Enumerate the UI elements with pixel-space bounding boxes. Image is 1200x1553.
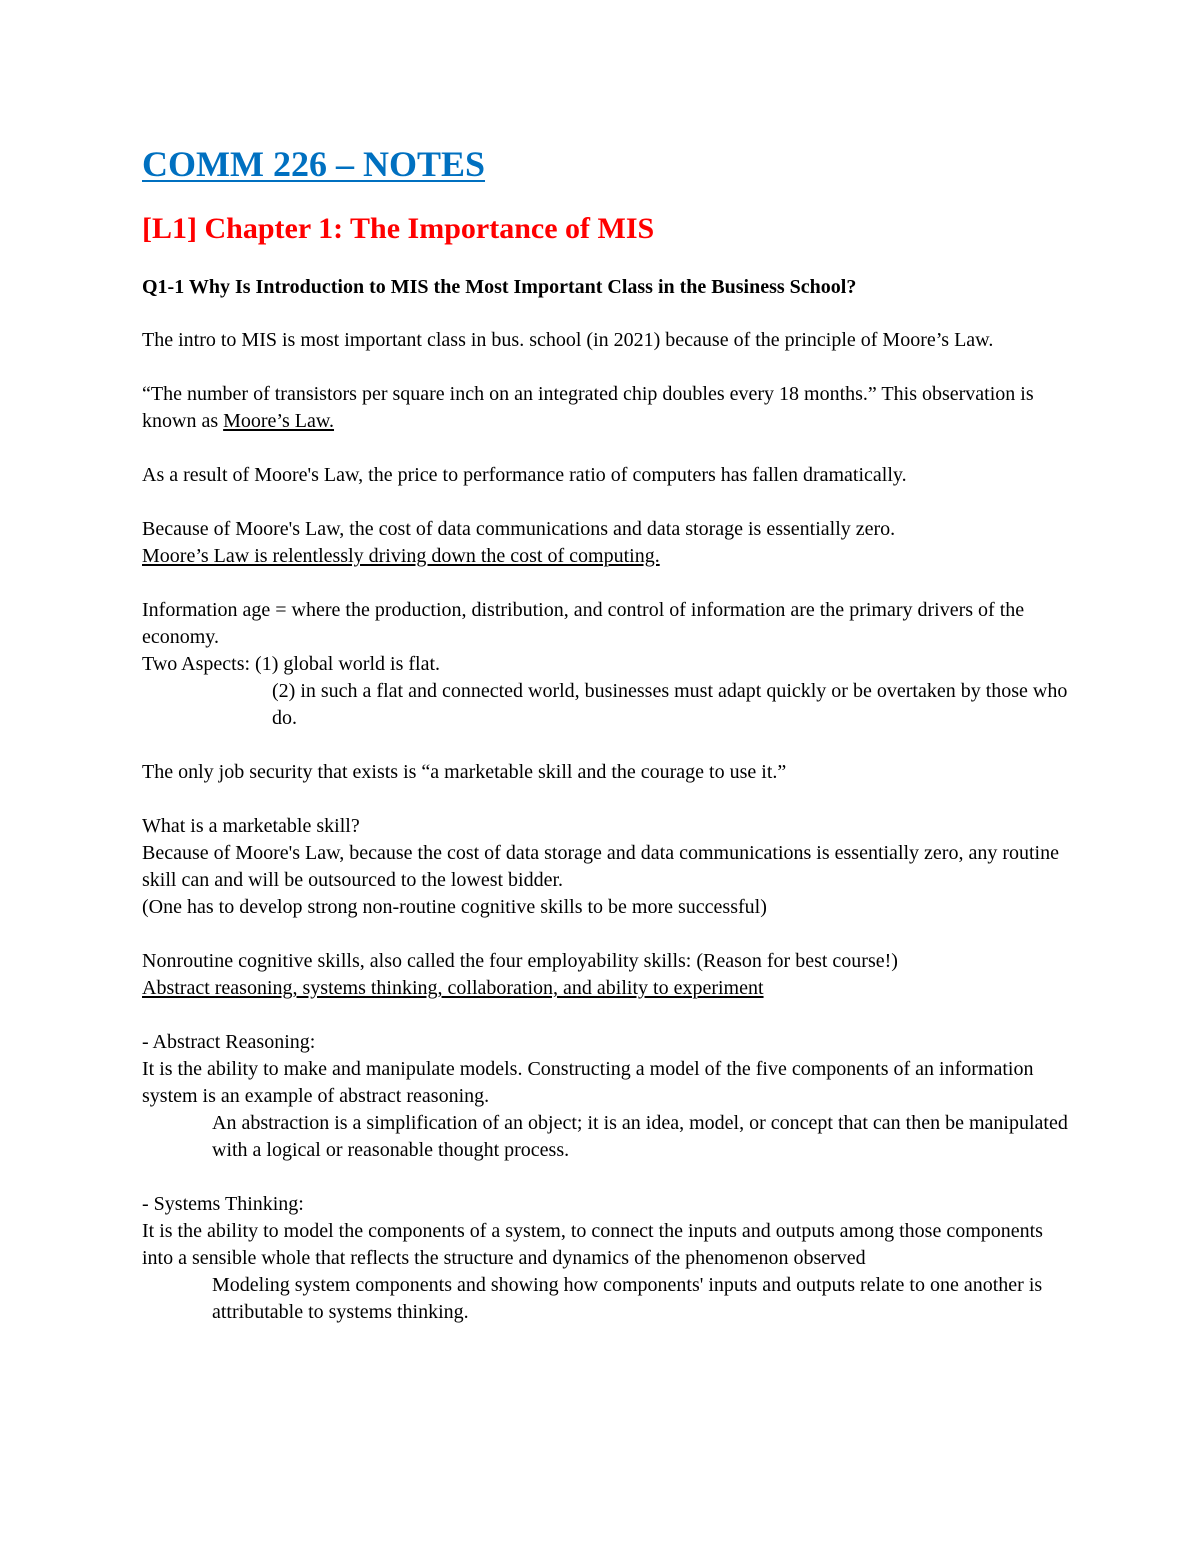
paragraph-systems-thinking	[142, 1191, 1072, 1272]
paragraph-information-age	[142, 597, 1072, 678]
employability-skills-list: Abstract reasoning, systems thinking, collaboration, and ability to experiment	[142, 977, 764, 999]
paragraph-transistors	[142, 381, 1072, 435]
paragraph-abstract-reasoning	[142, 1029, 1072, 1110]
paragraph-marketable-skill	[142, 813, 1072, 921]
paragraph-moores-law-intro: The intro to MIS is most important class in bus. school (in 2021) because of the principle of Moore’s Law.	[142, 329, 994, 351]
non-routine-note: (One has to develop strong non-routine cognitive skills to be more successful)	[142, 896, 767, 918]
chapter-heading: [L1] Chapter 1: The Importance of MIS	[142, 212, 655, 245]
moores-law-term: Moore’s Law.	[223, 410, 335, 432]
modeling-explanation: Modeling system components and showing how components' inputs and outputs relate to one another is attributable to systems thinking.	[212, 1274, 1043, 1323]
paragraph-cost-zero	[142, 516, 1072, 570]
question-heading: Q1-1 Why Is Introduction to MIS the Most Important Class in the Business School?	[142, 276, 857, 298]
cost-zero-text: Because of Moore's Law, the cost of data communications and data storage is essentially zero.	[142, 518, 896, 540]
body-text	[142, 327, 1072, 1353]
abstraction-explanation: An abstraction is a simplification of an object; it is an idea, model, or concept that can then be manipulated with a logical or reasonable thought process.	[212, 1112, 1068, 1161]
systems-thinking-heading: - Systems Thinking:	[142, 1193, 304, 1215]
cost-computing-underlined: Moore’s Law is relentlessly driving down the cost of computing.	[142, 545, 660, 567]
marketable-skill-question: What is a marketable skill?	[142, 815, 360, 837]
abstract-reasoning-definition: It is the ability to make and manipulate models. Constructing a model of the five components of an information system is an example of abstract reasoning.	[142, 1058, 1034, 1107]
transistor-quote: “The number of transistors per square inch on an integrated chip doubles every 18 months.” This observation is known as	[142, 383, 1034, 432]
two-aspects-text: Two Aspects: (1) global world is flat.	[142, 653, 440, 675]
marketable-skill-answer: Because of Moore's Law, because the cost of data storage and data communications is essentially zero, any routine skill can and will be outsourced to the lowest bidder.	[142, 842, 1059, 891]
aspect-two-text: (2) in such a flat and connected world, businesses must adapt quickly or be overtaken by those who do.	[272, 680, 1068, 729]
paragraph-employability-skills	[142, 948, 1072, 1002]
employability-skills-text: Nonroutine cognitive skills, also called the four employability skills: (Reason for best course!)	[142, 950, 898, 972]
information-age-text: Information age = where the production, distribution, and control of information are the primary drivers of the economy.	[142, 599, 1025, 648]
systems-thinking-definition: It is the ability to model the components of a system, to connect the inputs and outputs among those components into a sensible whole that reflects the structure and dynamics of the phenomenon observed	[142, 1220, 1043, 1269]
document-title: COMM 226 – NOTES	[142, 144, 486, 184]
paragraph-job-security: The only job security that exists is “a marketable skill and the courage to use it.”	[142, 761, 787, 783]
abstract-reasoning-heading: - Abstract Reasoning:	[142, 1031, 316, 1053]
paragraph-price-performance: As a result of Moore's Law, the price to performance ratio of computers has fallen dramatically.	[142, 464, 907, 486]
